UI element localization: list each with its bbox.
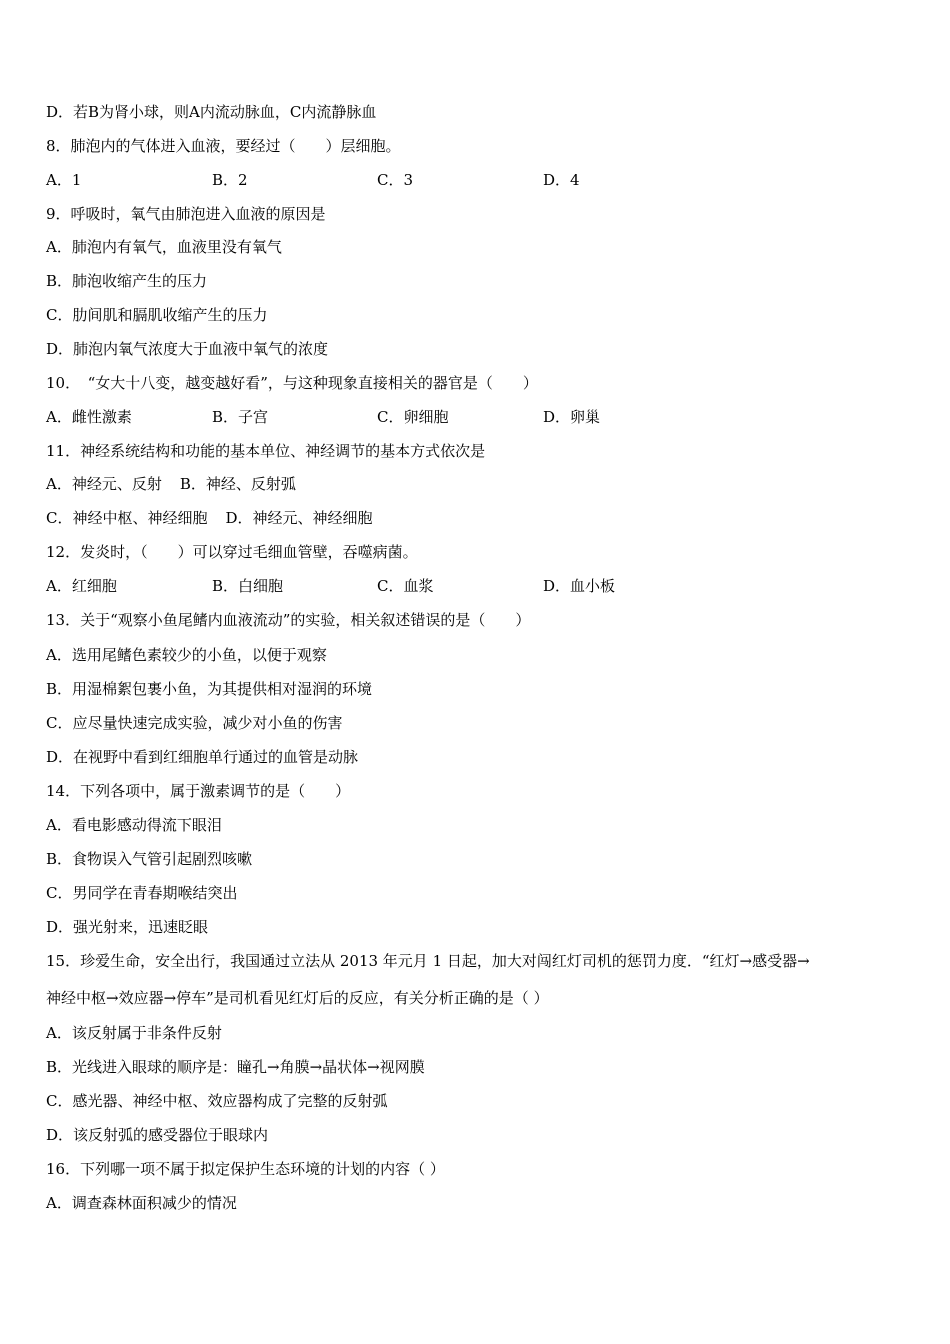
- q12-options: [46, 575, 910, 597]
- q11-option-a: A．神经元、反射: [46, 475, 162, 493]
- q8-option-b: B．2: [212, 171, 248, 189]
- q15-stem-line2: 神经中枢→效应器→停车”是司机看见红灯后的反应，有关分析正确的是（ ）: [46, 989, 549, 1007]
- q10-option-b: B．子宫: [212, 408, 269, 426]
- q16-option-a: A．调查森林面积减少的情况: [46, 1194, 237, 1212]
- q8-option-c: C．3: [377, 171, 414, 189]
- q8-option-a: A．1: [46, 171, 82, 189]
- q9-option-d: D．肺泡内氧气浓度大于血液中氧气的浓度: [46, 340, 329, 358]
- q15-option-c: C．感光器、神经中枢、效应器构成了完整的反射弧: [46, 1092, 388, 1110]
- q11-options-row2: [46, 507, 910, 529]
- q10-option-c: C．卵细胞: [377, 408, 449, 426]
- q7-option-d: D．若B为肾小球，则A内流动脉血，C内流静脉血: [46, 103, 377, 121]
- q15-stem-line1: 15．珍爱生命，安全出行，我国通过立法从 2013 年元月 1 日起，加大对闯红灯司机的惩罚力度．“红灯→感受器→: [46, 952, 810, 970]
- q12-option-c: C．血浆: [377, 577, 434, 595]
- q9-option-c: C．肋间肌和膈肌收缩产生的压力: [46, 306, 268, 324]
- q12-option-b: B．白细胞: [212, 577, 284, 595]
- q14-option-b: B．食物误入气管引起剧烈咳嗽: [46, 850, 253, 868]
- q9-option-b: B．肺泡收缩产生的压力: [46, 272, 208, 290]
- q11-option-b: B．神经、反射弧: [179, 475, 296, 493]
- q12-stem: 12．发炎时，（ ）可以穿过毛细血管壁，吞噬病菌。: [46, 543, 418, 561]
- q14-option-d: D．强光射来，迅速眨眼: [46, 918, 209, 936]
- q14-option-c: C．男同学在青春期喉结突出: [46, 884, 238, 902]
- q15-option-d: D．该反射弧的感受器位于眼球内: [46, 1126, 269, 1144]
- q9-option-a: A．肺泡内有氧气，血液里没有氧气: [46, 238, 282, 256]
- q10-options: [46, 406, 910, 428]
- q11-stem: 11．神经系统结构和功能的基本单位、神经调节的基本方式依次是: [46, 442, 486, 460]
- q8-stem: 8．肺泡内的气体进入血液，要经过（ ）层细胞。: [46, 137, 401, 155]
- q15-option-a: A．该反射属于非条件反射: [46, 1024, 222, 1042]
- q15-option-b: B．光线进入眼球的顺序是：瞳孔→角膜→晶状体→视网膜: [46, 1058, 425, 1076]
- q11-option-d: D．神经元、神经细胞: [225, 509, 373, 527]
- q13-option-b: B．用湿棉絮包裹小鱼，为其提供相对湿润的环境: [46, 680, 373, 698]
- q13-option-a: A．选用尾鳍色素较少的小鱼，以便于观察: [46, 646, 327, 664]
- q10-option-a: A．雌性激素: [46, 408, 132, 426]
- q10-stem: 10． “女大十八变，越变越好看”，与这种现象直接相关的器官是（ ）: [46, 374, 538, 392]
- q14-stem: 14．下列各项中，属于激素调节的是（ ）: [46, 782, 351, 800]
- q13-option-d: D．在视野中看到红细胞单行通过的血管是动脉: [46, 748, 359, 766]
- q8-options: [46, 169, 910, 191]
- q12-option-d: D．血小板: [543, 577, 616, 595]
- q16-stem: 16．下列哪一项不属于拟定保护生态环境的计划的内容（ ）: [46, 1160, 445, 1178]
- q11-options-row1: [46, 473, 910, 495]
- q9-stem: 9．呼吸时，氧气由肺泡进入血液的原因是: [46, 205, 326, 223]
- q14-option-a: A．看电影感动得流下眼泪: [46, 816, 222, 834]
- q10-option-d: D．卵巢: [543, 408, 601, 426]
- q13-option-c: C．应尽量快速完成实验，减少对小鱼的伤害: [46, 714, 343, 732]
- q8-option-d: D．4: [543, 171, 580, 189]
- q11-option-c: C．神经中枢、神经细胞: [46, 509, 208, 527]
- q13-stem: 13．关于“观察小鱼尾鳍内血液流动”的实验，相关叙述错误的是（ ）: [46, 611, 531, 629]
- q12-option-a: A．红细胞: [46, 577, 117, 595]
